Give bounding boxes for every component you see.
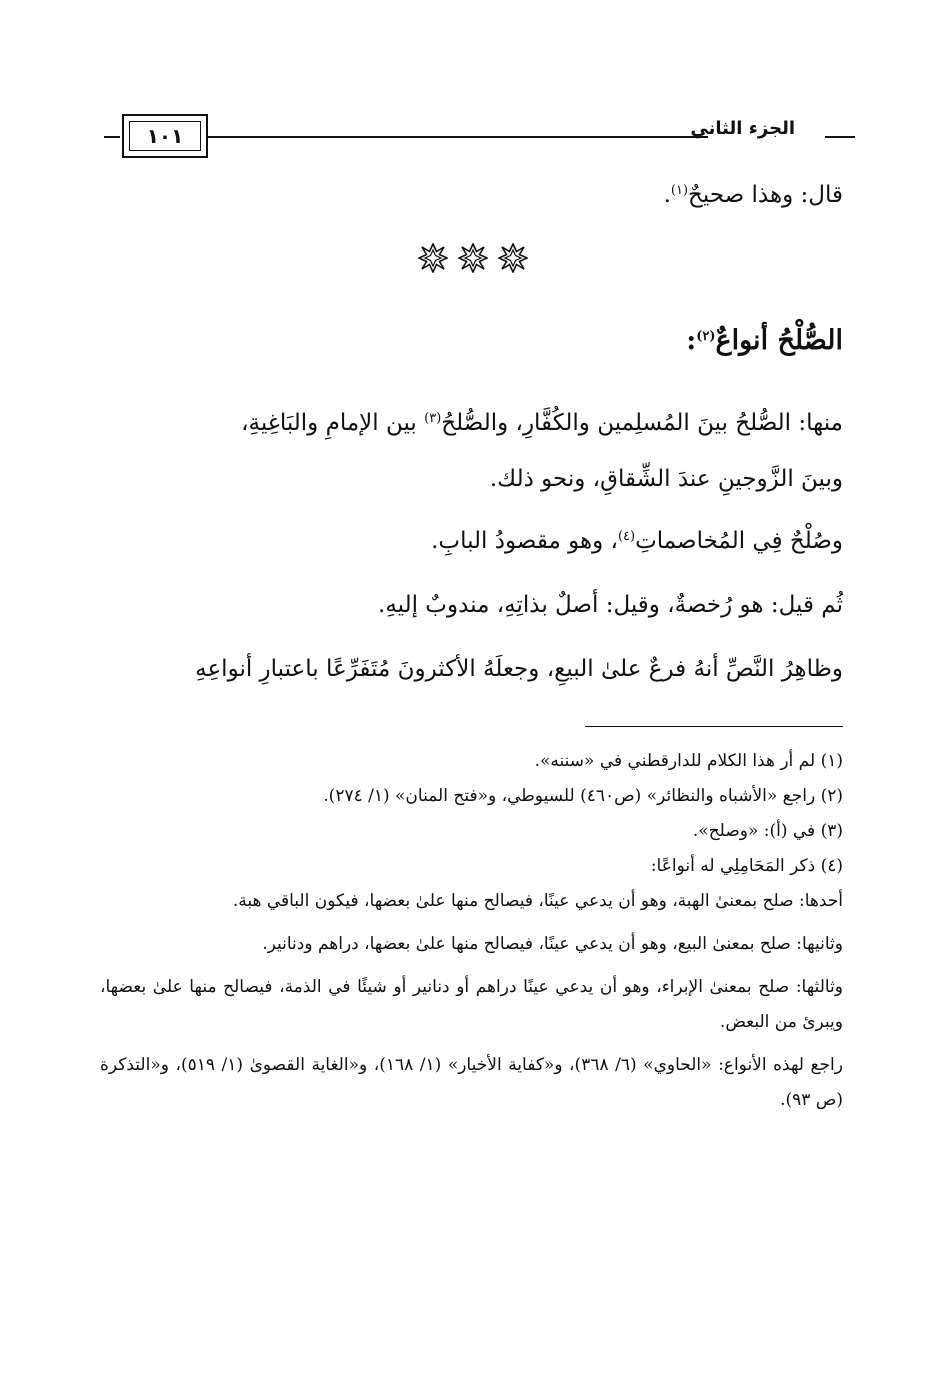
eight-point-star-icon (498, 243, 528, 273)
heading-end: : (686, 325, 697, 356)
paragraph-1-line-1 (241, 404, 843, 442)
footnote-4-type-1: أحدها: صلح بمعنىٰ الهبة، وهو أن يدعي عينًا، فيصالح منها علىٰ بعضها، فيكون الباقي هبة. (232, 891, 843, 911)
heading-text: الصُّلْحُ أنواعٌ (715, 325, 843, 356)
page-number: ١٠١ (129, 121, 201, 151)
para1-text-a: منها: الصُّلحُ بينَ المُسلِمين والكُفَّارِ، والصُّلحُ (441, 410, 843, 436)
footnote-1: (١) لم أر هذا الكلام للدارقطني في «سننه». (534, 751, 843, 771)
header-rule-right (825, 136, 855, 138)
running-header (96, 108, 841, 164)
para2-text-a: وصُلْحٌ فِي المُخاصماتِ (635, 528, 843, 554)
eight-point-star-icon (418, 243, 448, 273)
footnote-4-references: راجع لهذه الأنواع: «الحاوي» (٦/ ٣٦٨)، و«كفاية الأخيار» (١/ ١٦٨)، و«الغاية القصوىٰ (١/ ٥١٩)، و«التذكرة (ص ٩٣). (100, 1055, 843, 1110)
footnote-ref-2[interactable]: (٢) (696, 329, 716, 344)
part-title: الجزء الثاني (690, 118, 795, 139)
paragraph-3: ثُم قيل: هو رُخصةٌ، وقيل: أصلٌ بذاتِهِ، مندوبٌ إليهِ. (378, 592, 843, 618)
page-number-frame (122, 114, 208, 158)
footnote-4-type-2: وثانيها: صلح بمعنىٰ البيع، وهو أن يدعي عينًا، فيصالح منها علىٰ بعضها، دراهم ودنانير. (262, 934, 843, 954)
footnote-ref-1[interactable]: (١) (670, 183, 689, 198)
footnotes (100, 744, 843, 1126)
footnote-2: (٢) راجع «الأشباه والنظائر» (ص٤٦٠) للسيوطي، و«فتح المنان» (١/ ٢٧٤). (323, 786, 843, 806)
said-end: . (663, 182, 671, 208)
said-text: قال: وهذا صحيحٌ (688, 182, 843, 208)
section-heading (686, 322, 843, 360)
para2-text-b: ، وهو مقصودُ البابِ. (431, 528, 618, 554)
footnote-3: (٣) في (أ): «وصلح». (692, 821, 843, 841)
footnote-4-type-3: وثالثها: صلح بمعنىٰ الإبراء، وهو أن يدعي عينًا دراهم أو دنانير أو شيئًا في الذمة، فيصالح منها علىٰ بعضها، ويبرئ من البعض. (100, 977, 843, 1032)
footnote-ref-4[interactable]: (٤) (617, 529, 636, 544)
footnote-ref-3[interactable]: (٣) (424, 411, 442, 426)
header-rule-middle (208, 136, 708, 138)
section-divider-ornaments (418, 240, 528, 276)
eight-point-star-icon (458, 243, 488, 273)
text-line-said (664, 176, 843, 214)
footnote-4: (٤) ذكر المَحَامِلِي له أنواعًا: (650, 856, 843, 876)
paragraph-2 (431, 522, 843, 560)
footnote-separator (585, 726, 843, 727)
paragraph-1-line-2: وبينَ الزَّوجينِ عندَ الشِّقاقِ، ونحو ذلك. (489, 466, 843, 492)
para1-text-b: بين الإمامِ والبَاغِيةِ، (241, 410, 425, 436)
paragraph-4: وظاهِرُ النَّصِّ أنهُ فرعٌ علىٰ البيعِ، وجعلَهُ الأكثرونَ مُتَفَرِّعًا باعتبارِ أنواعِهِ (195, 656, 843, 682)
header-rule-left (104, 136, 120, 138)
